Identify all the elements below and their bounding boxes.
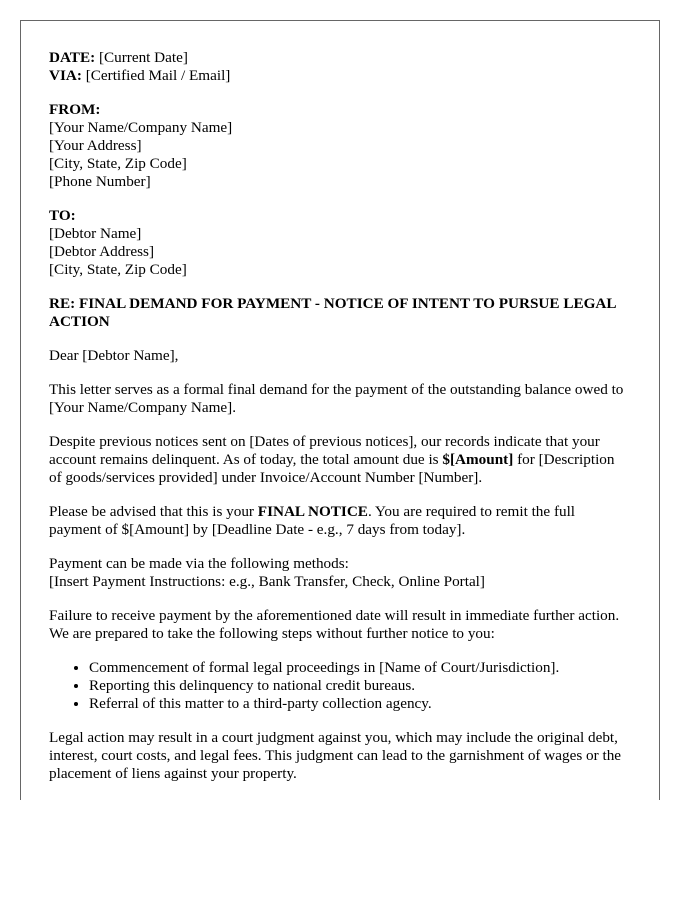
to-label: TO: — [49, 207, 76, 224]
from-label: FROM: — [49, 101, 101, 118]
payment-methods-intro: Payment can be made via the following methods: — [49, 555, 349, 572]
list-item: • Reporting this delinquency to national credit bureaus. — [89, 677, 629, 695]
date-line — [49, 49, 629, 67]
to-line: [City, State, Zip Code] — [49, 261, 187, 278]
via-label: VIA: — [49, 67, 82, 84]
to-block — [49, 207, 629, 279]
to-line: [Debtor Name] — [49, 225, 142, 242]
final-notice-emphasis: FINAL NOTICE — [257, 503, 368, 520]
paragraph-text: Despite previous notices sent on [Dates of previous notices], our records indicate that your account remains delinquent. As of today, the total amount due is — [49, 433, 600, 468]
letter-page — [20, 20, 660, 800]
from-block — [49, 101, 629, 191]
paragraph-text: Please be advised that this is your — [49, 503, 258, 520]
from-line: [Your Name/Company Name] — [49, 119, 233, 136]
paragraph-consequences: Failure to receive payment by the aforementioned date will result in immediate further action. We are prepared to take the following steps without further notice to you: — [49, 607, 620, 642]
action-list — [49, 659, 629, 713]
date-label: DATE: — [49, 49, 96, 66]
header-block — [49, 49, 629, 85]
payment-instructions: [Insert Payment Instructions: e.g., Bank Transfer, Check, Online Portal] — [49, 573, 485, 590]
date-value: [Current Date] — [98, 49, 188, 66]
to-line: [Debtor Address] — [49, 243, 155, 260]
letter-body — [49, 49, 629, 799]
from-line: [Phone Number] — [49, 173, 151, 190]
salutation: Dear [Debtor Name], — [49, 347, 179, 364]
paragraph-text: for [Description of goods/services provided] under Invoice/Account Number [Number]. — [49, 451, 615, 486]
via-value: [Certified Mail / Email] — [85, 67, 231, 84]
amount-due: $[Amount] — [442, 451, 514, 468]
paragraph-intro: This letter serves as a formal final demand for the payment of the outstanding balance owed to [Your Name/Company Name]. — [49, 381, 624, 416]
list-item: • Referral of this matter to a third-party collection agency. — [89, 695, 629, 713]
paragraph-legal-action: Legal action may result in a court judgment against you, which may include the original debt, interest, court costs, and legal fees. This judgment can lead to the garnishment of wages or the placement of liens against your property. — [49, 729, 622, 782]
paragraph-final-notice — [49, 503, 629, 539]
from-line: [City, State, Zip Code] — [49, 155, 187, 172]
paragraph-text: . You are required to remit the full payment of $[Amount] by [Deadline Date - e.g., 7 days from today]. — [49, 503, 576, 538]
paragraph-delinquency — [49, 433, 629, 487]
list-item: • Commencement of formal legal proceedings in [Name of Court/Jurisdiction]. — [89, 659, 629, 677]
paragraph-payment-methods — [49, 555, 629, 591]
from-line: [Your Address] — [49, 137, 142, 154]
via-line — [49, 67, 629, 85]
subject-line: RE: FINAL DEMAND FOR PAYMENT - NOTICE OF INTENT TO PURSUE LEGAL ACTION — [49, 295, 616, 330]
